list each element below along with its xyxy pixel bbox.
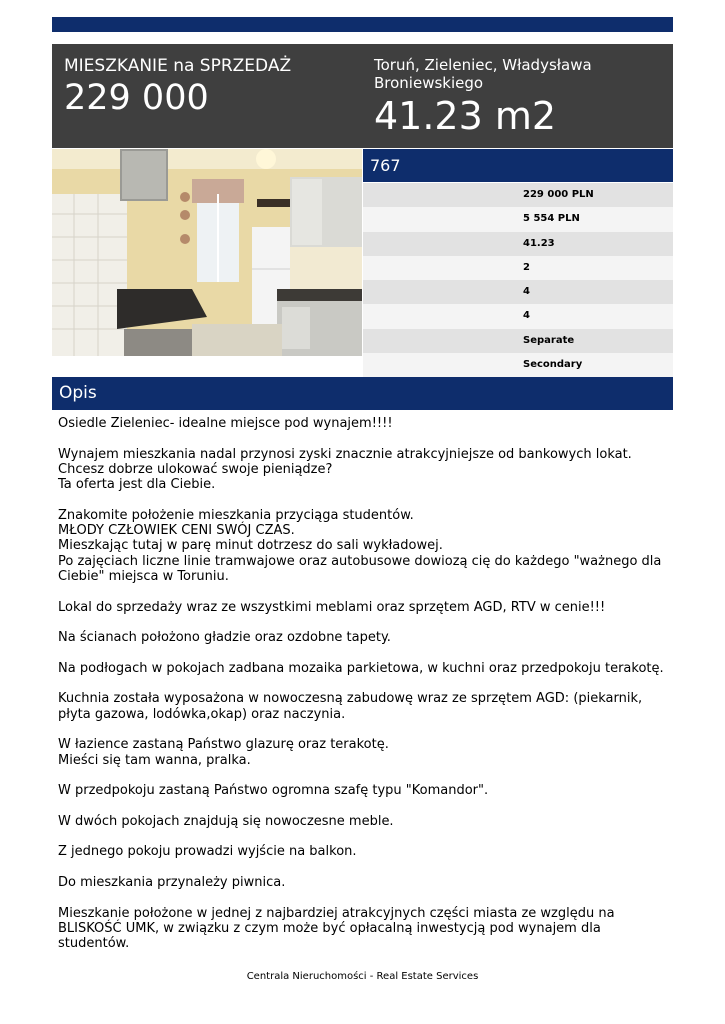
page-footer: Centrala Nieruchomości - Real Estate Services: [246, 971, 479, 982]
details-value: 4: [523, 310, 530, 322]
details-table: [363, 183, 673, 377]
listing-price: 229 000: [64, 78, 209, 118]
listing-id: 767: [370, 156, 401, 175]
description-paragraph: Mieszkanie położone w jednej z najbardziej atrakcyjnych części miasta ze względu na BLISKOŚĆ UMK, w związku z czym może być opłacalną inwestycją pod wynajem dla studentów.: [58, 905, 615, 952]
kitchen-photo: [52, 149, 362, 356]
description-heading: Opis: [59, 383, 97, 403]
details-row: [363, 304, 673, 328]
details-row: [363, 183, 673, 207]
description-paragraph: W łazience zastaną Państwo glazurę oraz terakotę. Mieści się tam wanna, pralka.: [58, 737, 389, 768]
details-value: 41.23: [523, 237, 555, 249]
description-paragraph: Osiedle Zieleniec- idealne miejsce pod wynajem!!!!: [58, 416, 393, 431]
details-row: [363, 256, 673, 280]
details-row: [363, 353, 673, 377]
description-paragraph: Kuchnia została wyposażona w nowoczesną zabudowę wraz ze sprzętem AGD: (piekarnik, płyta gazowa, lodówka,okap) oraz naczynia.: [58, 691, 643, 722]
description-paragraph: Wynajem mieszkania nadal przynosi zyski znacznie atrakcyjniejsze od bankowych lokat. Chcesz dobrze ulokować swoje pieniądze? Ta oferta jest dla Ciebie.: [58, 446, 632, 493]
description-paragraph: Znakomite położenie mieszkania przyciąga studentów. MŁODY CZŁOWIEK CENI SWÓJ CZAS. Mieszkając tutaj w parę minut dotrzesz do sali wykładowej. Po zajęciach liczne linie tramwajowe oraz autobusowe dowiozą cię do każdego "ważnego dla Ciebie" miejsca w Toruniu.: [58, 507, 662, 584]
description-paragraph: Do mieszkania przynależy piwnica.: [58, 874, 286, 890]
details-value: 229 000 PLN: [523, 189, 594, 200]
listing-header: [52, 44, 673, 148]
details-row: [363, 329, 673, 353]
description-paragraph: Na ścianach położono gładzie oraz ozdobne tapety.: [58, 630, 391, 646]
details-value: 5 554 PLN: [523, 213, 580, 225]
description-paragraph: Lokal do sprzedaży wraz ze wszystkimi meblami oraz sprzętem AGD, RTV w cenie!!!: [58, 599, 606, 615]
details-value: Separate: [523, 334, 575, 346]
description-heading-bar: [52, 377, 673, 410]
details-value: Secondary: [523, 359, 583, 371]
details-row: [363, 232, 673, 256]
listing-id-bar: [363, 149, 673, 182]
listing-type: MIESZKANIE na SPRZEDAŻ: [64, 56, 292, 76]
listing-area: 41.23 m2: [374, 94, 557, 138]
listing-location: Toruń, Zieleniec, Władysława Broniewskiego: [374, 56, 592, 92]
description-paragraph: Z jednego pokoju prowadzi wyjście na balkon.: [58, 844, 357, 860]
description-paragraph: Na podłogach w pokojach zadbana mozaika parkietowa, w kuchni oraz przedpokoju terakotę.: [58, 660, 664, 676]
description-text: [58, 416, 668, 951]
details-row: [363, 280, 673, 304]
details-row: [363, 207, 673, 231]
description-paragraph: W dwóch pokojach znajdują się nowoczesne meble.: [58, 813, 394, 829]
description-paragraph: W przedpokoju zastaną Państwo ogromna szafę typu "Komandor".: [58, 783, 489, 799]
top-accent-bar: [52, 17, 673, 32]
details-value: 2: [523, 261, 530, 273]
details-value: 4: [523, 286, 530, 298]
